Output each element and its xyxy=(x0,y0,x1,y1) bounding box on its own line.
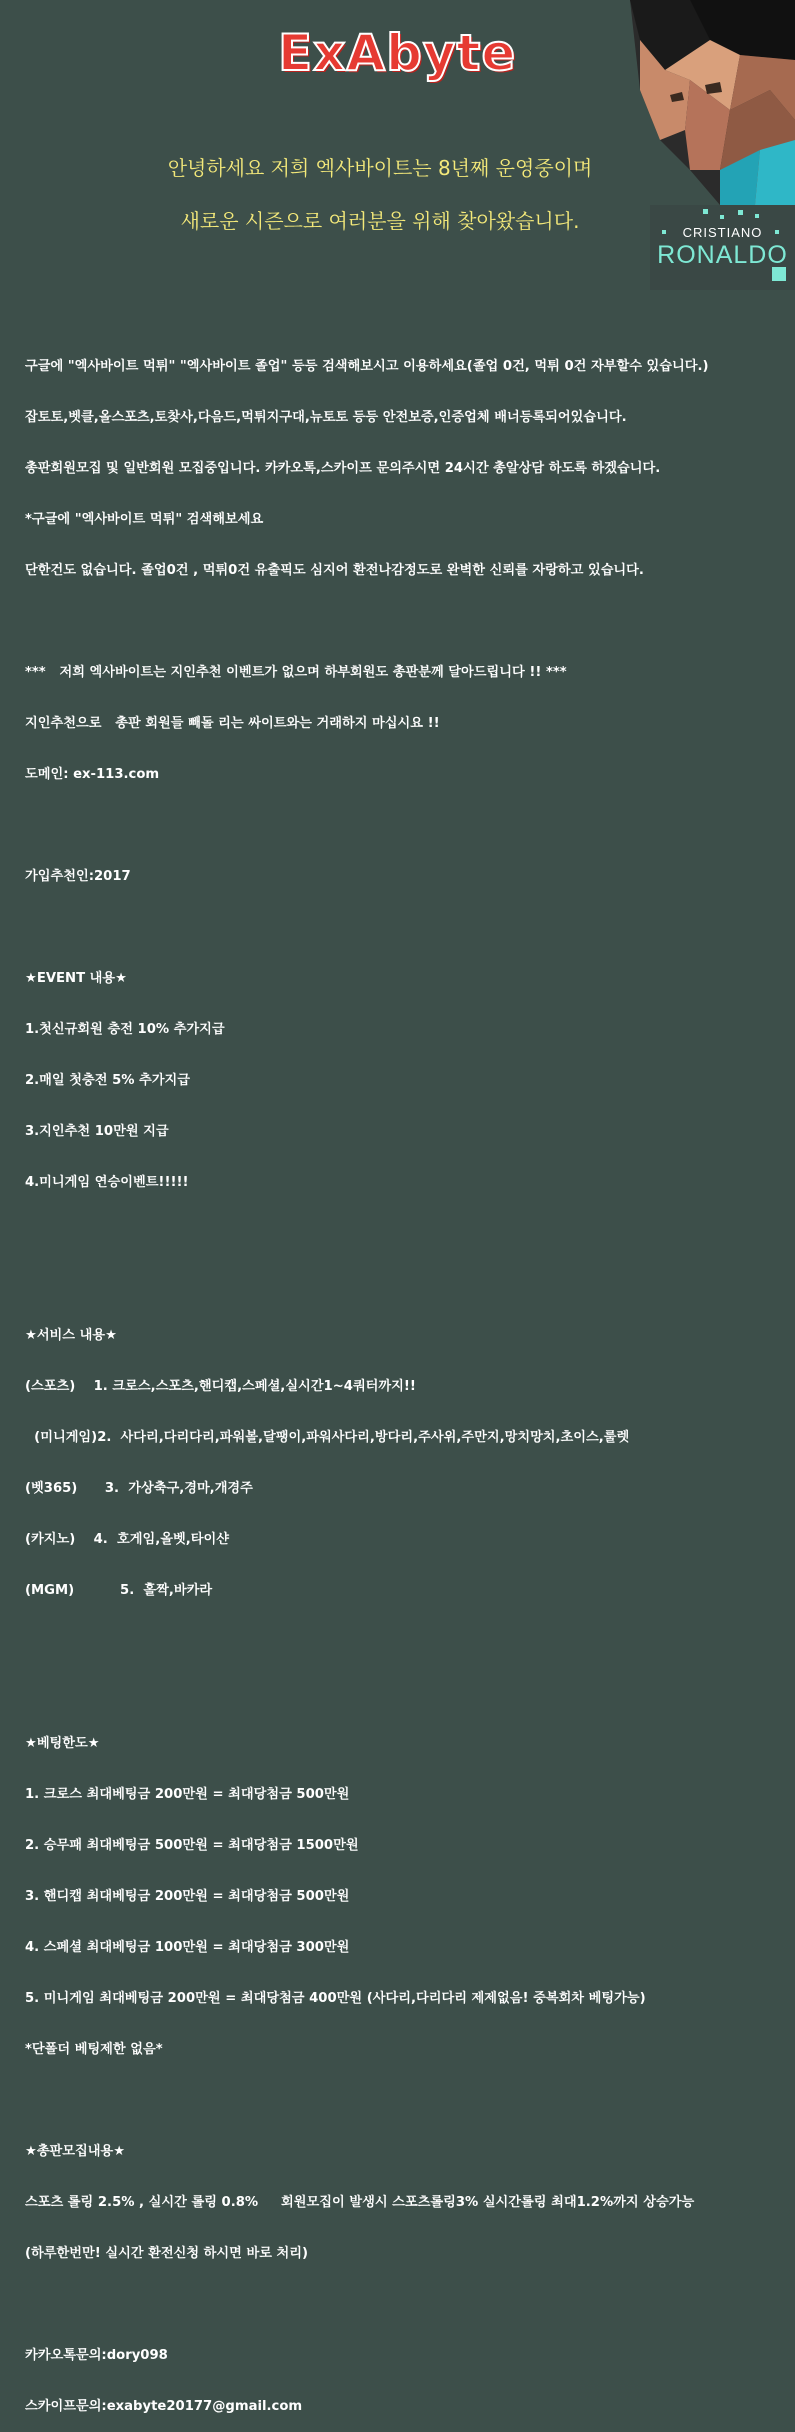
betting-limit-item: 5. 미니게임 최대베팅금 200만원 = 최대당첨금 400만원 (사다리,다리다리 제제없음! 중복회차 베팅가능) xyxy=(25,1991,646,2006)
skype-contact: 스카이프문의:exabyte20177@gmail.com xyxy=(25,2399,303,2414)
referrer-line: 가입추천인:2017 xyxy=(25,869,131,884)
service-item: (MGM) 5. 홀짝,바카라 xyxy=(25,1583,213,1598)
service-heading: ★서비스 내용★ xyxy=(25,1328,117,1343)
blank-line xyxy=(25,919,785,936)
betting-limit-heading: ★베팅한도★ xyxy=(25,1736,100,1751)
service-item: (벳365) 3. 가상축구,경마,개경주 xyxy=(25,1481,253,1496)
blank-line xyxy=(25,817,785,834)
betting-limit-note: *단폴더 베팅제한 없음* xyxy=(25,2042,163,2057)
blank-line xyxy=(25,1276,785,1293)
greeting-line-2: 새로운 시즌으로 여러분을 위해 찾아왔습니다. xyxy=(180,209,580,233)
betting-limit-item: 3. 핸디캡 최대베팅금 200만원 = 최대당첨금 500만원 xyxy=(25,1889,350,1904)
event-item: 2.매일 첫충전 5% 추가지급 xyxy=(25,1073,190,1088)
blank-line xyxy=(25,2296,785,2313)
text-line: 지인추천으로 총판 회원들 빼돌 리는 싸이트와는 거래하지 마십시요 !! xyxy=(25,716,440,731)
text-line: *구글에 "엑사바이트 먹튀" 검색해보세요 xyxy=(25,512,264,527)
info-text-block xyxy=(25,324,785,2432)
betting-limit-item: 1. 크로스 최대베팅금 200만원 = 최대당첨금 500만원 xyxy=(25,1787,350,1802)
blank-line xyxy=(25,1225,785,1242)
domain-line: 도메인: ex-113.com xyxy=(25,767,160,782)
greeting-line-1: 안녕하세요 저희 엑사바이트는 8년째 운영중이며 xyxy=(167,156,593,180)
blank-line xyxy=(25,2092,785,2109)
betting-limit-item: 2. 승무패 최대베팅금 500만원 = 최대당첨금 1500만원 xyxy=(25,1838,359,1853)
text-line: 잡토토,벳클,올스포츠,토찾사,다음드,먹튀지구대,뉴토토 등등 안전보증,인증업체 배너등록되어있습니다. xyxy=(25,410,627,425)
text-line: 구글에 "엑사바이트 먹튀" "엑사바이트 졸업" 등등 검색해보시고 이용하세요(졸업 0건, 먹튀 0건 자부할수 있습니다.) xyxy=(25,359,709,374)
text-line: 단한건도 없습니다. 졸업0건 , 먹튀0건 유출픽도 심지어 환전나감정도로 완벽한 신뢰를 자랑하고 있습니다. xyxy=(25,563,644,578)
event-item: 3.지인추천 10만원 지급 xyxy=(25,1124,169,1139)
event-item: 4.미니게임 연승이벤트!!!!! xyxy=(25,1175,189,1190)
kakao-contact: 카카오톡문의:dory098 xyxy=(25,2348,168,2363)
event-heading: ★EVENT 내용★ xyxy=(25,971,127,986)
badge-first-name: CRISTIANO xyxy=(682,225,763,240)
blank-line xyxy=(25,613,785,630)
blank-line xyxy=(25,1684,785,1701)
text-line: *** 저희 엑사바이트는 지인추천 이벤트가 없으며 하부회원도 총판분께 달아드립니다 !! *** xyxy=(25,665,567,680)
betting-limit-item: 4. 스페셜 최대베팅금 100만원 = 최대당첨금 300만원 xyxy=(25,1940,350,1955)
distributor-item: 스포츠 롤링 2.5% , 실시간 롤링 0.8% 회원모집이 발생시 스포츠롤링3% 실시간롤링 최대1.2%까지 상승가능 xyxy=(25,2195,695,2210)
service-item: (카지노) 4. 호게임,올벳,타이샨 xyxy=(25,1532,229,1547)
service-item: (미니게임)2. 사다리,다리다리,파워볼,달팽이,파워사다리,방다리,주사위,주만지,망치망치,초이스,룰렛 xyxy=(25,1430,630,1445)
distributor-item: (하루한번만! 실시간 환전신청 하시면 바로 처리) xyxy=(25,2246,309,2261)
service-item: (스포츠) 1. 크로스,스포츠,핸디캡,스페셜,실시간1~4쿼터까지!! xyxy=(25,1379,416,1394)
badge-last-name: RONALDO xyxy=(657,241,788,269)
event-item: 1.첫신규회원 충전 10% 추가지급 xyxy=(25,1022,225,1037)
text-line: 총판회원모집 및 일반회원 모집중입니다. 카카오톡,스카이프 문의주시면 24시간 총알상담 하도록 하겠습니다. xyxy=(25,461,661,476)
blank-line xyxy=(25,1633,785,1650)
exabyte-logo xyxy=(278,18,528,88)
logo-text: ExAbyte xyxy=(278,24,517,82)
distributor-heading: ★총판모집내용★ xyxy=(25,2144,126,2159)
